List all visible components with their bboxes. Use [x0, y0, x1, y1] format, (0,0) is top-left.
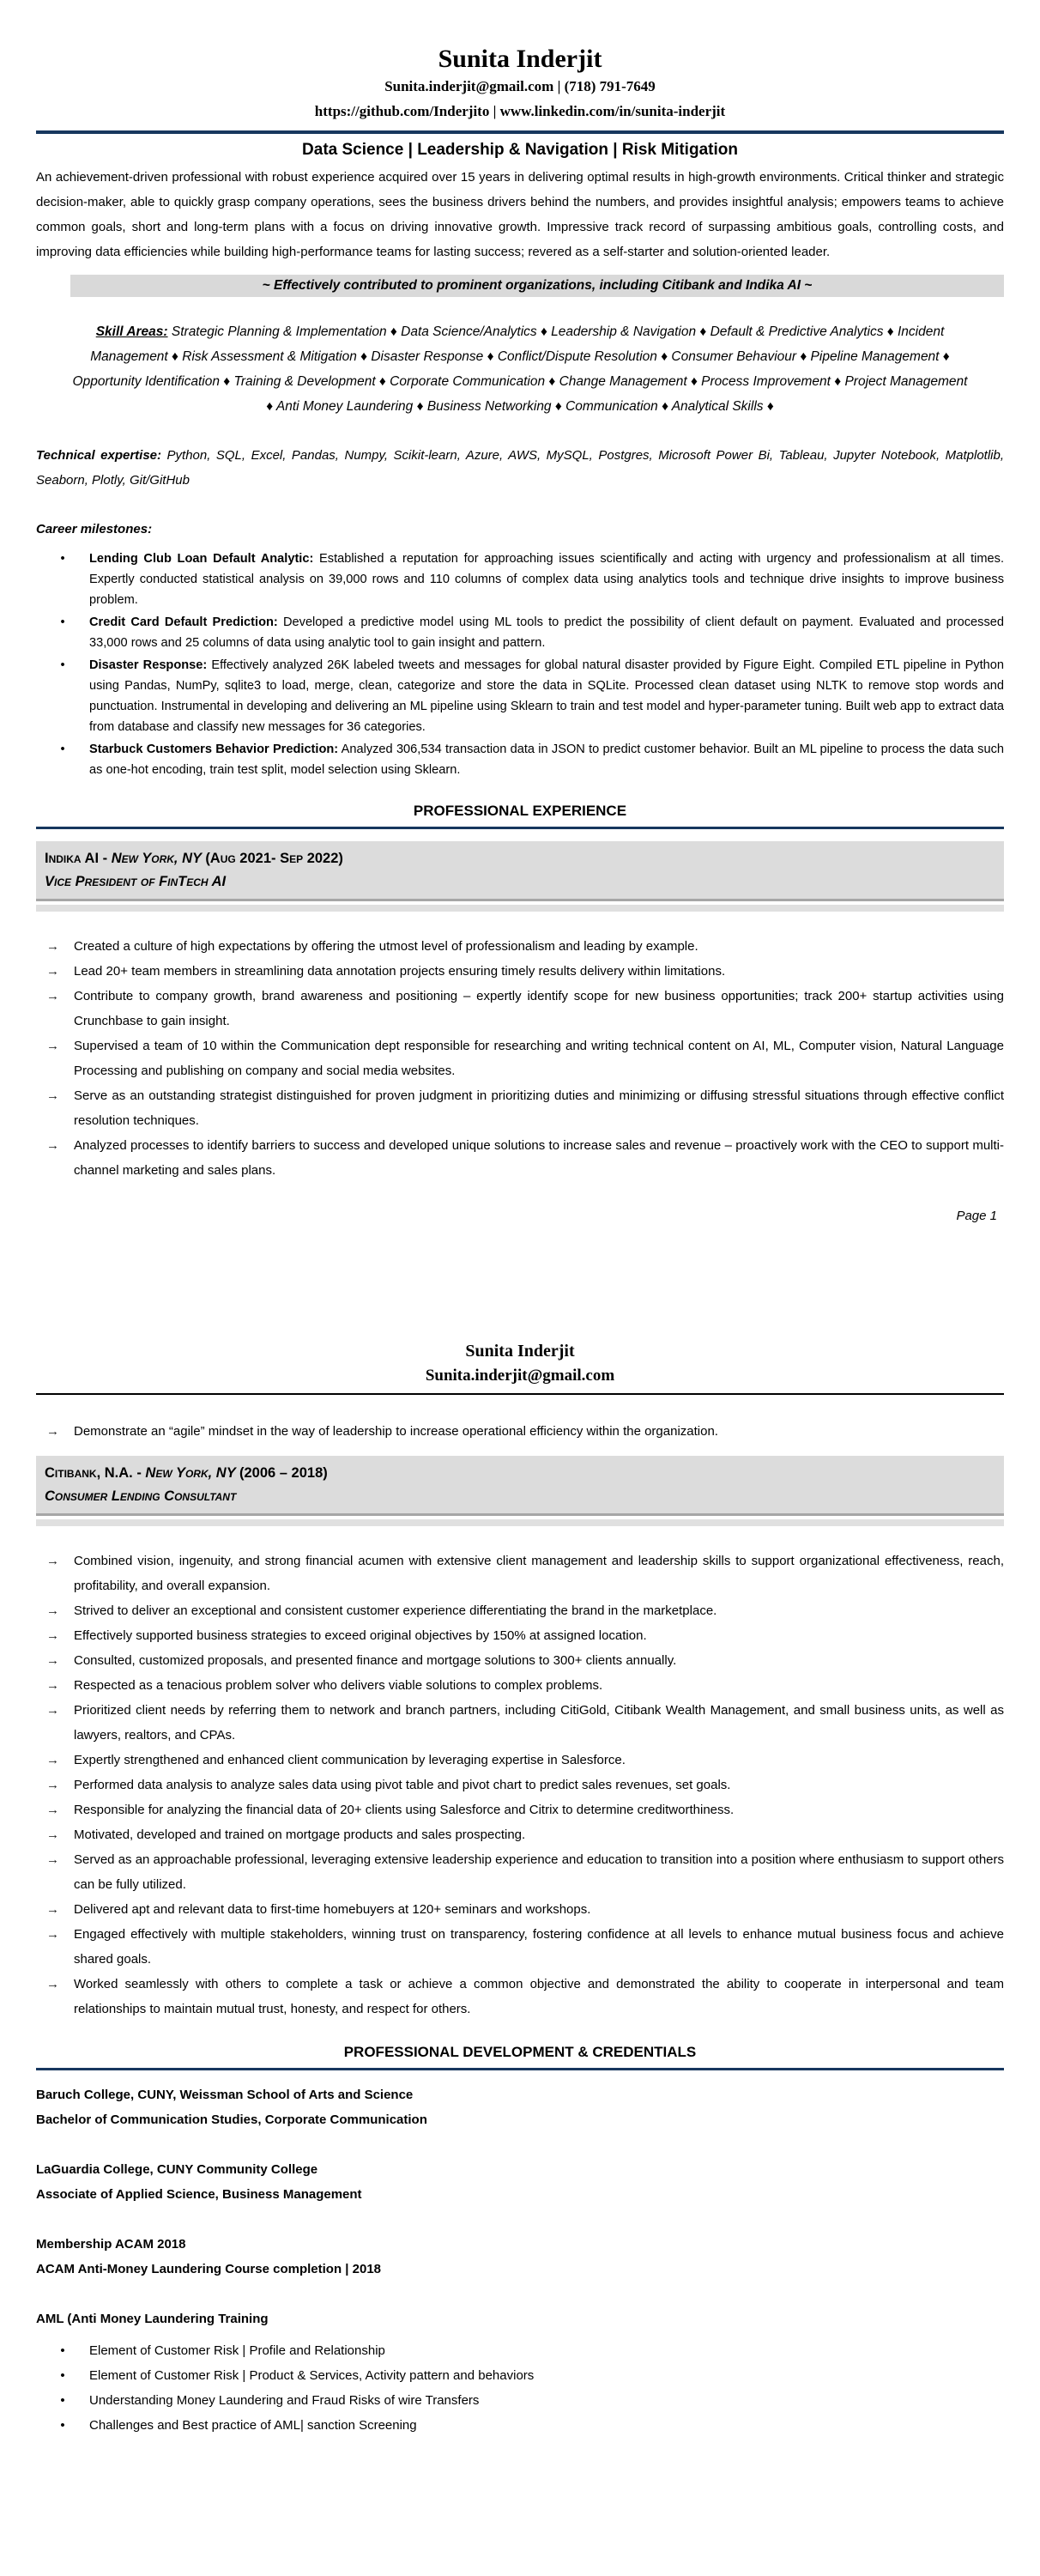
- experience-bullet: [36, 1598, 1004, 1623]
- candidate-name-page2: Sunita Inderjit: [465, 1342, 575, 1361]
- arrow-bullet-icon: →: [46, 1927, 59, 1942]
- milestone-text: Lending Club Loan Default Analytic: Established a reputation for approaching issues scientifically and acting with urgency and professionalism at all times. Expertly conducted statistical analysis on 39,000 rows and 110 columns of complex data using analytics tools and technique drive insights to improve business problem.: [89, 552, 1005, 607]
- experience-bullet-text: Engaged effectively with multiple stakeholders, winning trust on transparency, fostering confidence at all levels to enhance mutual business focus and achieve shared goals.: [74, 1927, 1004, 1967]
- contact-email-page2: Sunita.inderjit@gmail.com: [425, 1367, 615, 1385]
- experience-bullet: [36, 1797, 1004, 1822]
- experience-heading: PROFESSIONAL EXPERIENCE: [413, 803, 627, 819]
- header-divider: [36, 130, 1004, 134]
- education-list: [36, 2082, 1004, 2282]
- job-company-line: [45, 1462, 995, 1485]
- headline-title: Data Science | Leadership & Navigation | Risk Mitigation: [302, 141, 738, 159]
- company-location: New York, NY: [145, 1465, 240, 1481]
- experience-bullet-text: Strived to deliver an exceptional and consistent customer experience differentiating the brand in the marketplace.: [74, 1603, 717, 1618]
- bullet-icon: •: [60, 2368, 65, 2383]
- arrow-bullet-icon: →: [46, 1603, 59, 1618]
- career-milestones-label: Career milestones:: [36, 522, 153, 536]
- aml-training-item: [36, 2363, 1004, 2388]
- skill-areas-label: Skill Areas:: [95, 324, 168, 339]
- arrow-bullet-icon: →: [46, 1653, 59, 1668]
- experience-bullet-text: Motivated, developed and trained on mortgage products and sales prospecting.: [74, 1827, 526, 1842]
- aml-training-item: [36, 2413, 1004, 2438]
- company-location: New York, NY: [111, 851, 206, 866]
- milestone-item: [36, 612, 1004, 653]
- job-role: Vice President of FinTech AI: [45, 874, 227, 889]
- education-entry: [36, 2157, 1004, 2207]
- experience-bullet: [36, 1549, 1004, 1598]
- education-institution: Membership ACAM 2018: [36, 2237, 186, 2252]
- arrow-bullet-icon: →: [46, 1424, 59, 1439]
- education-degree: ACAM Anti-Money Laundering Course completion | 2018: [36, 2262, 382, 2276]
- bullet-icon: •: [60, 552, 65, 566]
- experience-bullet: [36, 1033, 1004, 1083]
- experience-bullet-text: Performed data analysis to analyze sales data using pivot table and pivot chart to predict sales revenues, set goals.: [74, 1778, 731, 1792]
- education-degree: Associate of Applied Science, Business Management: [36, 2187, 362, 2202]
- experience-bullet-text: Effectively supported business strategies to exceed original objectives by 150% at assigned location.: [74, 1628, 647, 1643]
- experience-bullet: [36, 1972, 1004, 2021]
- candidate-name: Sunita Inderjit: [438, 45, 602, 73]
- indika-bullets: [36, 934, 1004, 1183]
- experience-bullet: [36, 1419, 1004, 1444]
- arrow-bullet-icon: →: [46, 1977, 59, 1991]
- company-name: Indika AI -: [45, 851, 112, 866]
- experience-bullet: [36, 1673, 1004, 1698]
- experience-bullet: [36, 1133, 1004, 1183]
- education-institution: LaGuardia College, CUNY Community College: [36, 2162, 318, 2177]
- arrow-bullet-icon: →: [46, 1678, 59, 1693]
- arrow-bullet-icon: →: [46, 1827, 59, 1842]
- arrow-bullet-icon: →: [46, 989, 59, 1003]
- arrow-bullet-icon: →: [46, 1088, 59, 1103]
- experience-bullet-text: Created a culture of high expectations by offering the utmost level of professionalism and leading by example.: [74, 939, 698, 954]
- job-header-indika: [36, 841, 1004, 901]
- arrow-bullet-icon: →: [46, 1138, 59, 1153]
- job-company-line: [45, 847, 995, 870]
- credentials-divider: [36, 2068, 1004, 2070]
- company-dates: (Aug 2021- Sep 2022): [205, 851, 343, 866]
- experience-bullet: [36, 1822, 1004, 1847]
- career-milestones-list: [36, 549, 1004, 780]
- page1-header: [36, 0, 1004, 124]
- education-entry: [36, 2232, 1004, 2282]
- arrow-bullet-icon: →: [46, 1753, 59, 1767]
- contact-links: https://github.com/Inderjito | www.linkedin.com/in/sunita-inderjit: [314, 103, 726, 119]
- experience-bullet-text: Supervised a team of 10 within the Communication dept responsible for researching and writing technical content on AI, ML, Computer vision, Natural Language Processing and publishing on company and social media websites.: [74, 1039, 1004, 1078]
- page2-header: [36, 1228, 1004, 1388]
- experience-bullet-text: Worked seamlessly with others to complete a task or achieve a common objective and demonstrated the ability to cooperate in interpersonal and team relationships to maintain mutual trust, honesty, and respect for others.: [74, 1977, 1004, 2016]
- bullet-icon: •: [60, 2343, 65, 2358]
- experience-bullet: [36, 1773, 1004, 1797]
- page2-header-divider: [36, 1393, 1004, 1395]
- bullet-icon: •: [60, 2393, 65, 2408]
- aml-training-item: [36, 2388, 1004, 2413]
- milestone-item: [36, 655, 1004, 737]
- bullet-icon: •: [60, 658, 65, 672]
- experience-bullet: [36, 1897, 1004, 1922]
- arrow-bullet-icon: →: [46, 1852, 59, 1867]
- skill-areas-list: Strategic Planning & Implementation ♦ Data Science/Analytics ♦ Leadership & Navigation ♦ Default & Predictive Analytics ♦ Incident Management ♦ Risk Assessment & Mitigation ♦ Disaster Response ♦ Conflict/Dispute Resolution ♦ Consumer Behaviour ♦ Pipeline Management ♦ Opportunity Identification ♦ Training & Development ♦ Corporate Communication ♦ Change Management ♦ Process Improvement ♦ Project Management ♦ Anti Money Laundering ♦ Business Networking ♦ Communication ♦ Analytical Skills ♦: [72, 324, 968, 414]
- aml-training-text: Element of Customer Risk | Product & Services, Activity pattern and behaviors: [89, 2368, 535, 2383]
- arrow-bullet-icon: →: [46, 964, 59, 979]
- arrow-bullet-icon: →: [46, 1803, 59, 1817]
- experience-bullet-text: Responsible for analyzing the financial data of 20+ clients using Salesforce and Citrix to determine creditworthiness.: [74, 1803, 735, 1817]
- technical-expertise: [36, 443, 1004, 493]
- skill-areas: [36, 319, 1004, 419]
- experience-bullet-text: Contribute to company growth, brand awareness and positioning – expertly identify scope for new business opportunities; track 200+ startup activities using Crunchbase to gain insight.: [74, 989, 1004, 1028]
- aml-training-list: [36, 2338, 1004, 2438]
- experience-bullet-text: Consulted, customized proposals, and presented finance and mortgage solutions to 300+ clients annually.: [74, 1653, 677, 1668]
- experience-bullet: [36, 934, 1004, 959]
- milestone-item: [36, 549, 1004, 610]
- bullet-icon: •: [60, 615, 65, 629]
- milestone-text: Credit Card Default Prediction: Developed a predictive model using ML tools to predict the possibility of client default on payment. Evaluated and processed 33,000 rows and 25 columns of data using analytic tool to gain insight and pattern.: [89, 615, 1004, 650]
- citibank-bullets: [36, 1549, 1004, 2021]
- job-header-shadow: [36, 1519, 1004, 1526]
- experience-bullet-text: Combined vision, ingenuity, and strong financial acumen with extensive client management and leadership skills to support organizational effectiveness, reach, profitability, and overall expansion.: [74, 1554, 1004, 1593]
- experience-bullet: [36, 1847, 1004, 1897]
- arrow-bullet-icon: →: [46, 1554, 59, 1568]
- job-header-citibank: [36, 1456, 1004, 1516]
- job-role: Consumer Lending Consultant: [45, 1488, 237, 1504]
- experience-bullet-text: Expertly strengthened and enhanced client communication by leveraging expertise in Salesforce.: [74, 1753, 626, 1767]
- experience-bullet-text: Served as an approachable professional, leveraging extensive leadership experience and education to transition into a position where enthusiasm to support others can be fully utilized.: [74, 1852, 1005, 1892]
- aml-training-heading: AML (Anti Money Laundering Training: [36, 2312, 269, 2326]
- experience-bullet: [36, 1648, 1004, 1673]
- education-degree: Bachelor of Communication Studies, Corporate Communication: [36, 2112, 427, 2127]
- aml-training-text: Understanding Money Laundering and Fraud Risks of wire Transfers: [89, 2393, 480, 2408]
- experience-bullet-text: Analyzed processes to identify barriers to success and developed unique solutions to increase sales and revenue – proactively work with the CEO to support multi-channel marketing and sales plans.: [74, 1138, 1004, 1178]
- technical-expertise-list: Python, SQL, Excel, Pandas, Numpy, Scikit-learn, Azure, AWS, MySQL, Postgres, Microsoft Power Bi, Tableau, Jupyter Notebook, Matplotlib, Seaborn, Plotly, Git/GitHub: [36, 448, 1005, 488]
- education-entry: [36, 2082, 1004, 2132]
- arrow-bullet-icon: →: [46, 1628, 59, 1643]
- job-header-shadow: [36, 905, 1004, 912]
- experience-bullet: [36, 1748, 1004, 1773]
- experience-bullet: [36, 1698, 1004, 1748]
- aml-training-text: Challenges and Best practice of AML| sanction Screening: [89, 2418, 417, 2433]
- education-institution: Baruch College, CUNY, Weissman School of Arts and Science: [36, 2088, 414, 2102]
- contact-email-phone: Sunita.inderjit@gmail.com | (718) 791-7649: [384, 78, 656, 94]
- experience-bullet: [36, 1922, 1004, 1972]
- bullet-icon: •: [60, 742, 65, 756]
- experience-bullet-text: Lead 20+ team members in streamlining data annotation projects ensuring timely results delivery within limitations.: [74, 964, 726, 979]
- arrow-bullet-icon: →: [46, 1703, 59, 1718]
- company-name: Citibank, N.A. -: [45, 1465, 146, 1481]
- experience-bullet-text: Serve as an outstanding strategist distinguished for proven judgment in prioritizing duties and minimizing or diffusing stressful situations through effective conflict resolution techniques.: [74, 1088, 1004, 1128]
- arrow-bullet-icon: →: [46, 939, 59, 954]
- bullet-icon: •: [60, 2418, 65, 2433]
- experience-bullet-text: Prioritized client needs by referring them to network and branch partners, including CitiGold, Citibank Wealth Management, and small business units, as well as lawyers, realtors, and CPAs.: [74, 1703, 1004, 1743]
- experience-bullet: [36, 1623, 1004, 1648]
- experience-bullet: [36, 1083, 1004, 1133]
- arrow-bullet-icon: →: [46, 1778, 59, 1792]
- company-dates: (2006 – 2018): [239, 1465, 328, 1481]
- milestone-text: Starbuck Customers Behavior Prediction: Analyzed 306,534 transaction data in JSON to predict customer behavior. Built an ML pipeline to process the data such as one-hot encoding, train test split, model selection using Sklearn.: [89, 742, 1004, 777]
- arrow-bullet-icon: →: [46, 1039, 59, 1053]
- experience-bullet: [36, 984, 1004, 1033]
- experience-bullet-text: Delivered apt and relevant data to first-time homebuyers at 120+ seminars and workshops.: [74, 1902, 591, 1917]
- arrow-bullet-icon: →: [46, 1902, 59, 1917]
- credentials-heading: PROFESSIONAL DEVELOPMENT & CREDENTIALS: [343, 2044, 697, 2060]
- experience-divider: [36, 827, 1004, 829]
- technical-expertise-label: Technical expertise:: [36, 448, 162, 463]
- carryover-bullet-list: [36, 1419, 1004, 1444]
- milestone-text: Disaster Response: Effectively analyzed 26K labeled tweets and messages for global natural disaster provided by Figure Eight. Compiled ETL pipeline in Python using Pandas, NumPy, sqlite3 to load, merge, clean, categorize and store the data in SQLite. Processed clean dataset using NLTK to remove stop words and punctuation. Instrumental in developing and delivering an ML pipeline using Sklearn to train and test model and hyper-parameter tuning. Built web app to extract data from database and classify new messages for 36 categories.: [89, 658, 1005, 734]
- experience-bullet-text: Respected as a tenacious problem solver who delivers viable solutions to complex problems.: [74, 1678, 603, 1693]
- experience-bullet-text: Demonstrate an “agile” mindset in the way of leadership to increase operational efficiency within the organization.: [74, 1424, 718, 1439]
- aml-training-text: Element of Customer Risk | Profile and Relationship: [89, 2343, 385, 2358]
- milestone-item: [36, 739, 1004, 780]
- aml-training-item: [36, 2338, 1004, 2363]
- page-number: Page 1: [956, 1209, 997, 1223]
- summary-paragraph: An achievement-driven professional with robust experience acquired over 15 years in delivering optimal results in high-growth environments. Critical thinker and strategic decision-maker, able to quickly grasp company operations, sees the business drivers behind the numbers, and provides insightful analysis; empowers teams to achieve common goals, short and long-term plans with a focus on driving innovative growth. Impressive track record of surpassing ambitious goals, controlling costs, and improving data efficiencies while building high-performance teams for lasting success; revered as a self-starter and solution-oriented leader.: [36, 170, 1004, 259]
- experience-bullet: [36, 959, 1004, 984]
- organizations-banner: ~ Effectively contributed to prominent organizations, including Citibank and Indika AI ~: [70, 275, 1004, 297]
